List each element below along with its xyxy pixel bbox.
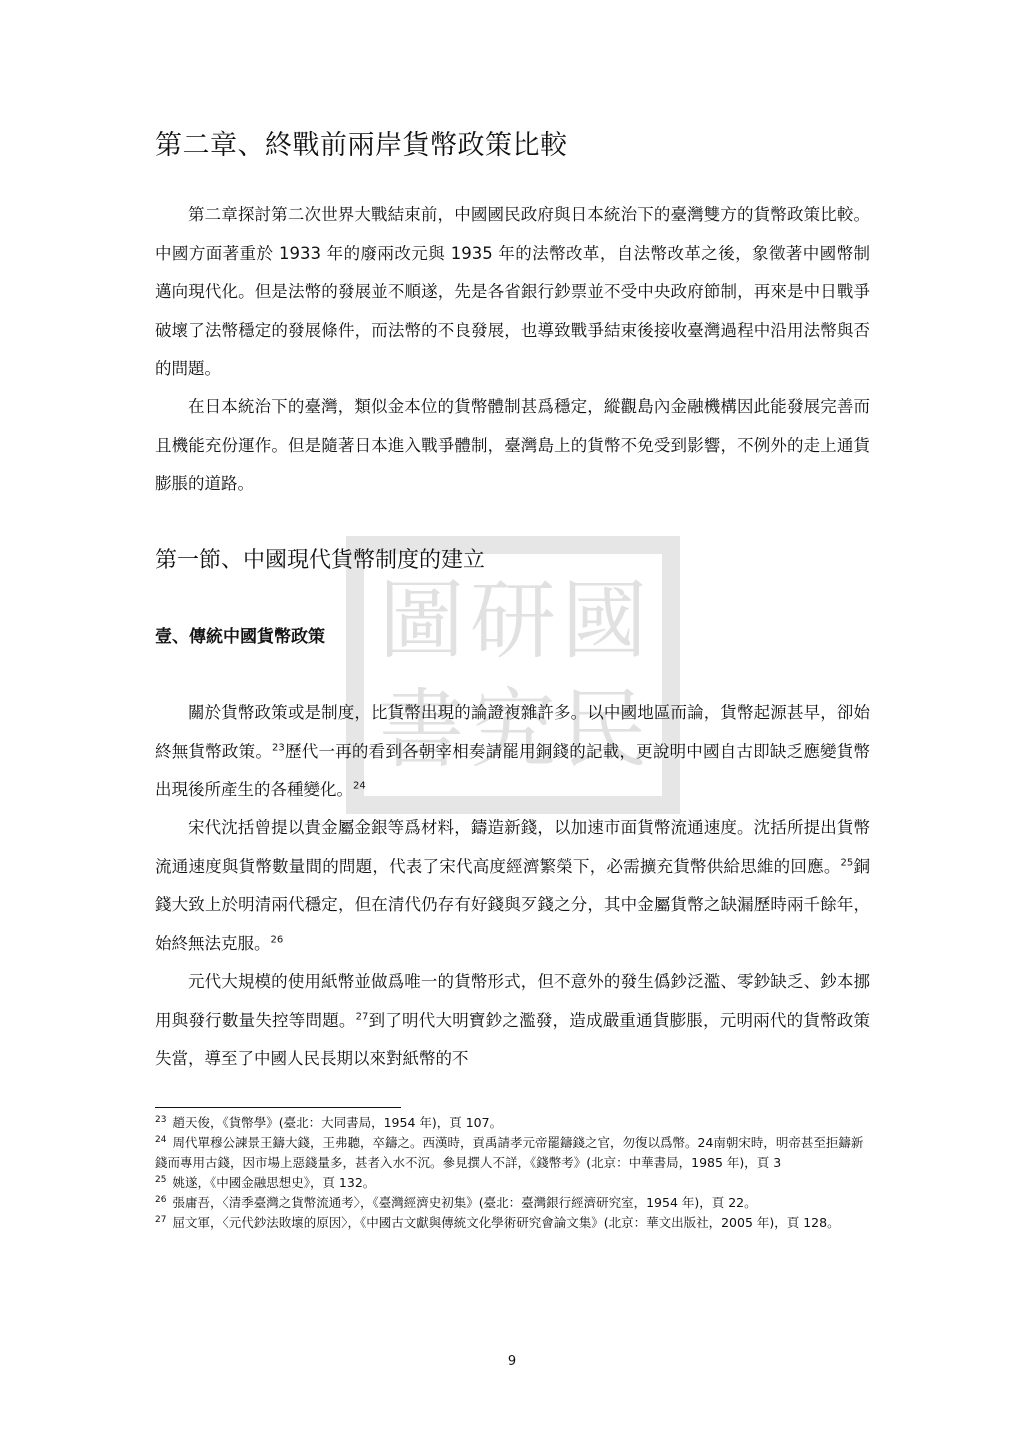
footnote-item <box>155 1133 870 1173</box>
seal-glyph: 書 <box>378 679 465 780</box>
footnote-text: 姚遂，《中國金融思想史》，頁 132。 <box>172 1175 376 1190</box>
footnote-item <box>155 1193 870 1213</box>
footnote-item <box>155 1113 870 1133</box>
intro-paragraph-1: 第二章探討第二次世界大戰結束前，中國國民政府與日本統治下的臺灣雙方的貨幣政策比較。中國方面著重於 1933 年的廢兩改元與 1935 年的法幣改革，自法幣改革之後，象徵著中國幣制邁向現代化。但是法幣的發展並不順遂，先是各省銀行鈔票並不受中央政府節制，再來是中日戰爭破壞了法幣穩定的發展條件，而法幣的不良發展，也導致戰爭結束後接收臺灣過程中沿用法幣與否的問題。 <box>155 205 870 378</box>
seal-glyph: 究 <box>469 679 556 780</box>
intro-paragraph-2: 在日本統治下的臺灣，類似金本位的貨幣體制甚爲穩定，縱觀島內金融機構因此能發展完善而且機能充份運作。但是隨著日本進入戰爭體制，臺灣島上的貨幣不免受到影響，不例外的走上通貨膨脹的道路。 <box>155 397 870 493</box>
seal-glyph: 圖 <box>378 570 465 671</box>
footnote-number: 24 <box>155 1134 167 1145</box>
footnote-divider <box>155 1107 401 1108</box>
footnote-number: 23 <box>155 1114 167 1125</box>
footnote-ref[interactable]: 24 <box>353 780 366 792</box>
body-paragraph-2 <box>155 809 870 963</box>
footnote-item <box>155 1173 870 1193</box>
footnote-number: 26 <box>155 1194 167 1205</box>
body-paragraph-1 <box>155 694 870 810</box>
page-number: 9 <box>507 1354 517 1369</box>
footnote-number: 25 <box>155 1174 167 1185</box>
body-text: 元代大規模的使用紙幣並做爲唯一的貨幣形式，但不意外的發生僞鈔泛濫、零鈔缺乏、鈔本挪用與發行數量失控等問題。 <box>155 972 870 1030</box>
seal-glyph: 國 <box>561 570 648 671</box>
footnote-item <box>155 1213 870 1233</box>
footnote-ref[interactable]: 25 <box>840 857 854 868</box>
footnotes <box>155 1113 870 1233</box>
seal-glyph: 民 <box>561 679 648 780</box>
footnote-text: 趙天俊，《貨幣學》(臺北：大同書局，1954 年)，頁 107。 <box>172 1115 503 1130</box>
section-title: 第一節、中國現代貨幣制度的建立 <box>155 548 486 573</box>
footnote-text: 屈文軍，〈元代鈔法敗壞的原因〉，《中國古文獻與傳統文化學術研究會論文集》(北京：華文出版社，2005 年)，頁 128。 <box>172 1215 840 1230</box>
subsection-title: 壹、傳統中國貨幣政策 <box>155 627 325 647</box>
footnote-ref[interactable]: 27 <box>355 1011 369 1022</box>
body-text: 到了明代大明寶鈔之濫發，造成嚴重通貨膨脹，元明兩代的貨幣政策失當，導至了中國人民長期以來對紙幣的不 <box>155 1010 871 1068</box>
footnote-ref[interactable]: 23 <box>272 742 285 753</box>
footnote-ref[interactable]: 26 <box>270 934 284 945</box>
body-text: 銅錢大致上於明清兩代穩定，但在清代仍存有好錢與歹錢之分，其中金屬貨幣之缺漏歷時兩千餘年，始終無法克服。 <box>155 856 871 953</box>
footnote-text: 張庸吾，〈清季臺灣之貨幣流通考〉，《臺灣經濟史初集》(臺北：臺灣銀行經濟研究室，1954 年)，頁 22。 <box>172 1195 757 1210</box>
chapter-title: 第二章、終戰前兩岸貨幣政策比較 <box>155 130 568 161</box>
body-text: 歷代一再的看到各朝宰相奏請罷用銅錢的記載，更說明中國自古即缺乏應變貨幣出現後所產生的各種變化。 <box>155 741 871 799</box>
footnote-text: 周代單穆公諫景王鑄大錢，王弗聽，卒鑄之。西漢時，貢禹請孝元帝罷鑄錢之官，勿復以爲幣。24南朝宋時，明帝甚至拒鑄新錢而專用古錢，因市場上惡錢量多，甚者入水不沉。參見撰人不詳，《錢幣考》(北京：中華書局，1985 年)，頁 3 <box>155 1135 864 1170</box>
seal-glyph: 研 <box>469 570 556 671</box>
footnote-number: 27 <box>155 1214 167 1225</box>
body-text: 宋代沈括曾提以貴金屬金銀等爲材料，鑄造新錢，以加速市面貨幣流通速度。沈括所提出貨幣流通速度與貨幣數量間的問題，代表了宋代高度經濟繁榮下，必需擴充貨幣供給思維的回應。 <box>155 818 870 876</box>
body-text: 關於貨幣政策或是制度，比貨幣出現的論證複雜許多。以中國地區而論，貨幣起源甚早，卻始終無貨幣政策。 <box>155 703 870 761</box>
body-paragraph-3 <box>155 963 870 1079</box>
